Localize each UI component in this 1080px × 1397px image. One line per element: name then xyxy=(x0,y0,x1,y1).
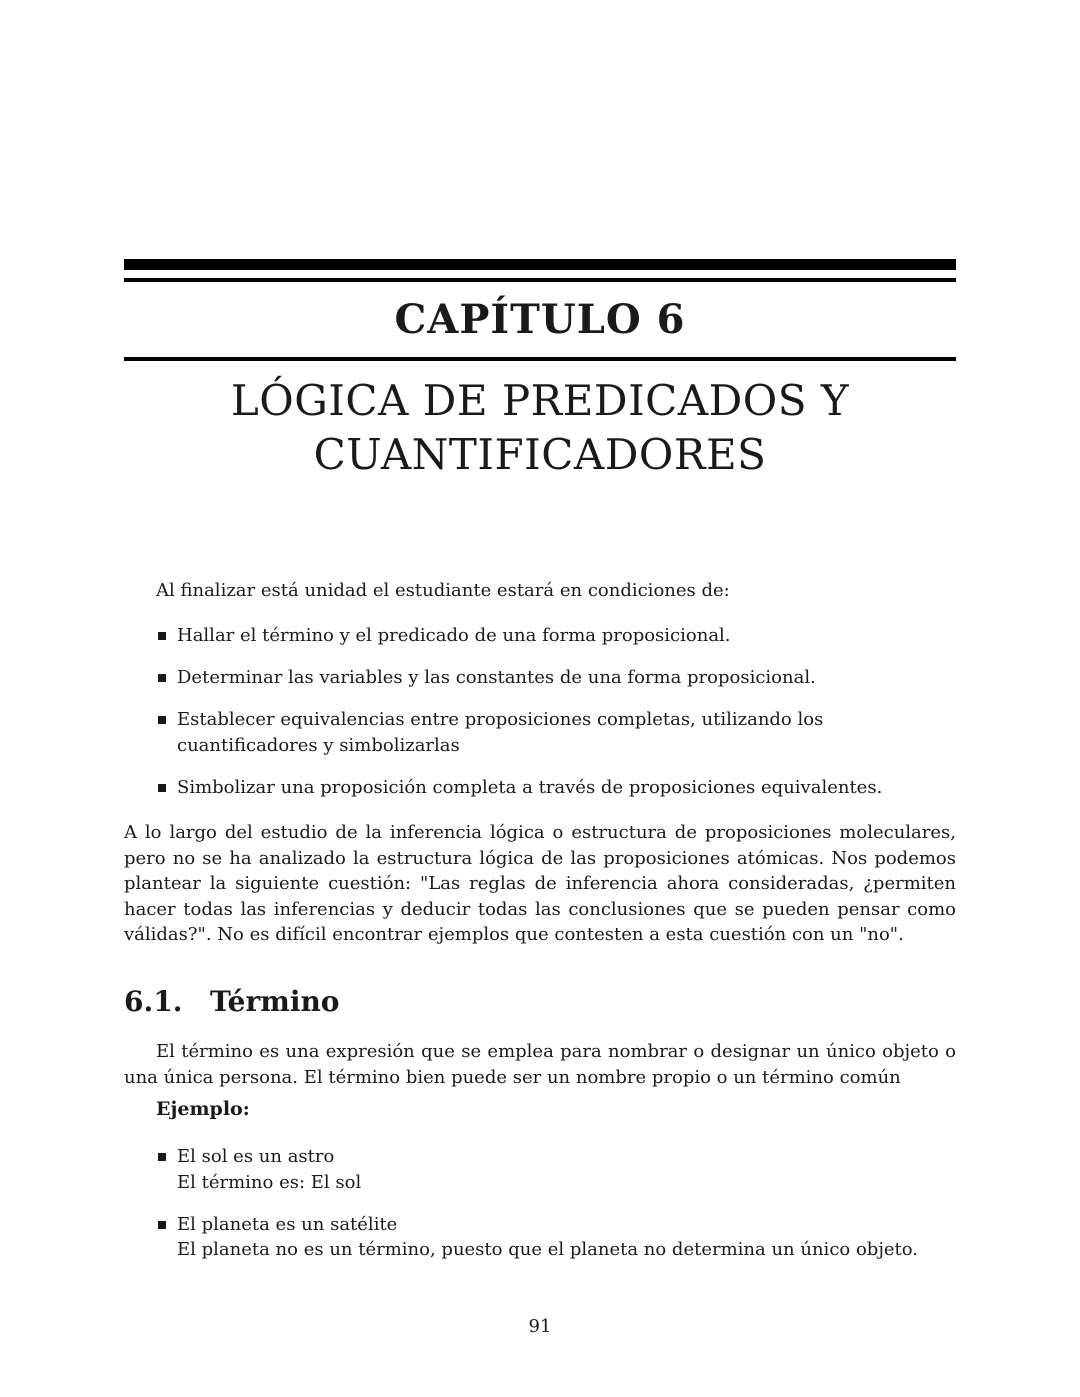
list-item xyxy=(156,1212,956,1263)
list-item xyxy=(156,1144,956,1195)
list-item-text: Determinar las variables y las constantes de una forma proposicional. xyxy=(177,666,816,688)
example-line: El sol es un astro xyxy=(177,1146,335,1167)
list-item-text: Hallar el término y el predicado de una forma proposicional. xyxy=(177,625,731,646)
section-heading xyxy=(124,985,340,1018)
example-label: Ejemplo: xyxy=(156,1098,250,1120)
list-item xyxy=(156,775,956,801)
example-line: El término es: El sol xyxy=(177,1171,362,1193)
section-paragraph: El término es una expresión que se emplea para nombrar o designar un único objeto o una única persona. El término bien puede ser un nombre propio o un término común xyxy=(124,1041,956,1088)
bullet-square-icon xyxy=(158,674,166,682)
body-paragraph: A lo largo del estudio de la inferencia lógica o estructura de proposiciones moleculares, pero no se ha analizado la estructura lógica de las proposiciones atómicas. Nos podemos plantear la siguiente cuestión: "Las reglas de inferencia ahora consideradas, ¿permiten hacer todas las inferencias y deducir todas las conclusiones que se pueden pensar como válidas?". No es difícil encontrar ejemplos que contesten a esta cuestión con un "no". xyxy=(124,822,956,946)
bullet-square-icon xyxy=(158,1153,166,1161)
section-title: Término xyxy=(210,985,340,1018)
bullet-square-icon xyxy=(158,716,166,724)
objectives-list xyxy=(156,623,956,817)
example-line: El planeta no es un término, puesto que el planeta no determina un único objeto. xyxy=(177,1239,919,1261)
section-number: 6.1. xyxy=(124,985,183,1018)
bullet-square-icon xyxy=(158,632,166,640)
example-line: El planeta es un satélite xyxy=(177,1213,398,1235)
chapter-divider-rule xyxy=(124,357,956,361)
examples-list xyxy=(156,1144,956,1279)
chapter-title-line-2: CUANTIFICADORES xyxy=(313,430,767,479)
list-item xyxy=(156,707,956,758)
chapter-title-line-1: LÓGICA DE PREDICADOS Y xyxy=(230,376,850,425)
bullet-square-icon xyxy=(158,784,166,792)
header-rule-thin xyxy=(124,278,956,282)
list-item-text: Simbolizar una proposición completa a través de proposiciones equivalentes. xyxy=(177,776,883,798)
chapter-label: CAPÍTULO 6 xyxy=(394,296,686,343)
page-number: 91 xyxy=(528,1316,552,1337)
list-item-text: Establecer equivalencias entre proposiciones completas, utilizando los cuantificadores y simbolizarlas xyxy=(177,708,824,756)
header-rule-thick xyxy=(124,259,956,270)
list-item xyxy=(156,665,956,691)
list-item xyxy=(156,623,956,649)
objectives-intro: Al finalizar está unidad el estudiante estará en condiciones de: xyxy=(156,580,730,601)
chapter-title xyxy=(124,374,956,482)
bullet-square-icon xyxy=(158,1221,166,1229)
